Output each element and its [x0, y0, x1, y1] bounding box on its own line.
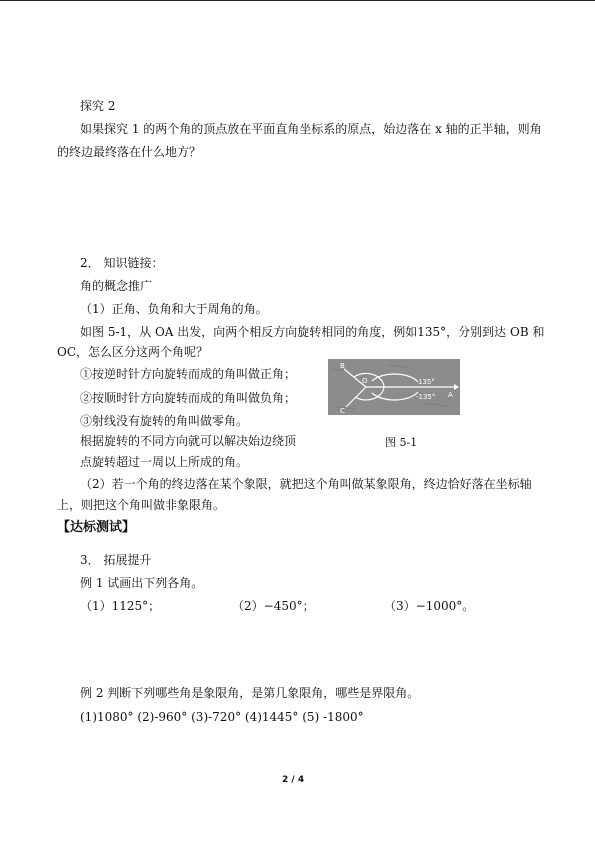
- test-subheading: 3． 拓展提升: [80, 553, 152, 567]
- figure-5-1: [328, 359, 460, 415]
- example2-title: 例 2 判断下列哪些角是象限角，是第几象限角，哪些是界限角。: [80, 686, 420, 700]
- item1-text: 如图 5-1，从 OA 出发，向两个相反方向旋转相同的角度，例如135°，分别到达 OB 和: [80, 325, 545, 339]
- item1-title: （1）正角、负角和大于周角的角。: [80, 302, 268, 316]
- rule-negative: ②按顺时针方向旋转而成的角叫做负角；: [80, 391, 297, 405]
- figure-caption: 图 5-1: [385, 436, 418, 449]
- label-a: A: [448, 391, 453, 399]
- example1-title: 例 1 试画出下列各角。: [80, 576, 204, 590]
- summary-text: 点旋转超过一周以上所成的角。: [80, 455, 249, 469]
- item2-text: 上，则把这个角叫做非象限角。: [57, 498, 226, 512]
- test-heading: 【达标测试】: [57, 520, 136, 535]
- question-line: 如果探究 1 的两个角的顶点放在平面直角坐标系的原点，始边落在 x 轴的正半轴，则角: [80, 122, 542, 136]
- example1-item: （3）−1000°。: [384, 599, 475, 613]
- top-rule: [0, 0, 595, 1]
- rule-positive: ①按逆时针方向旋转而成的角叫做正角；: [80, 367, 297, 381]
- knowledge-heading: 2． 知识链接：: [80, 256, 164, 270]
- item1-text: OC，怎么区分这两个角呢？: [57, 345, 209, 359]
- label-b: B: [340, 362, 345, 370]
- rule-zero: ③射线没有旋转的角叫做零角。: [80, 414, 249, 428]
- label-c: C: [340, 407, 345, 415]
- label-positive-angle: 135°: [418, 378, 435, 386]
- item2-text: （2）若一个角的终边落在某个象限，就把这个角叫做某象限角，终边恰好落在坐标轴: [80, 477, 532, 491]
- page-number: 2 / 4: [282, 775, 305, 785]
- section-title: 探究 2: [80, 99, 116, 113]
- label-negative-angle: -135°: [416, 393, 436, 401]
- question-line: 的终边最终落在什么地方？: [57, 145, 202, 159]
- label-o: O: [362, 377, 368, 385]
- example1-item: （1）1125°；: [80, 599, 161, 613]
- concept-title: 角的概念推广: [80, 279, 153, 293]
- example1-item: （2）−450°；: [232, 599, 315, 613]
- example2-items: (1)1080° (2)-960° (3)-720° (4)1445° (5) -1800°: [80, 710, 364, 724]
- summary-text: 根据旋转的不同方向就可以解决始边绕顶: [80, 434, 297, 448]
